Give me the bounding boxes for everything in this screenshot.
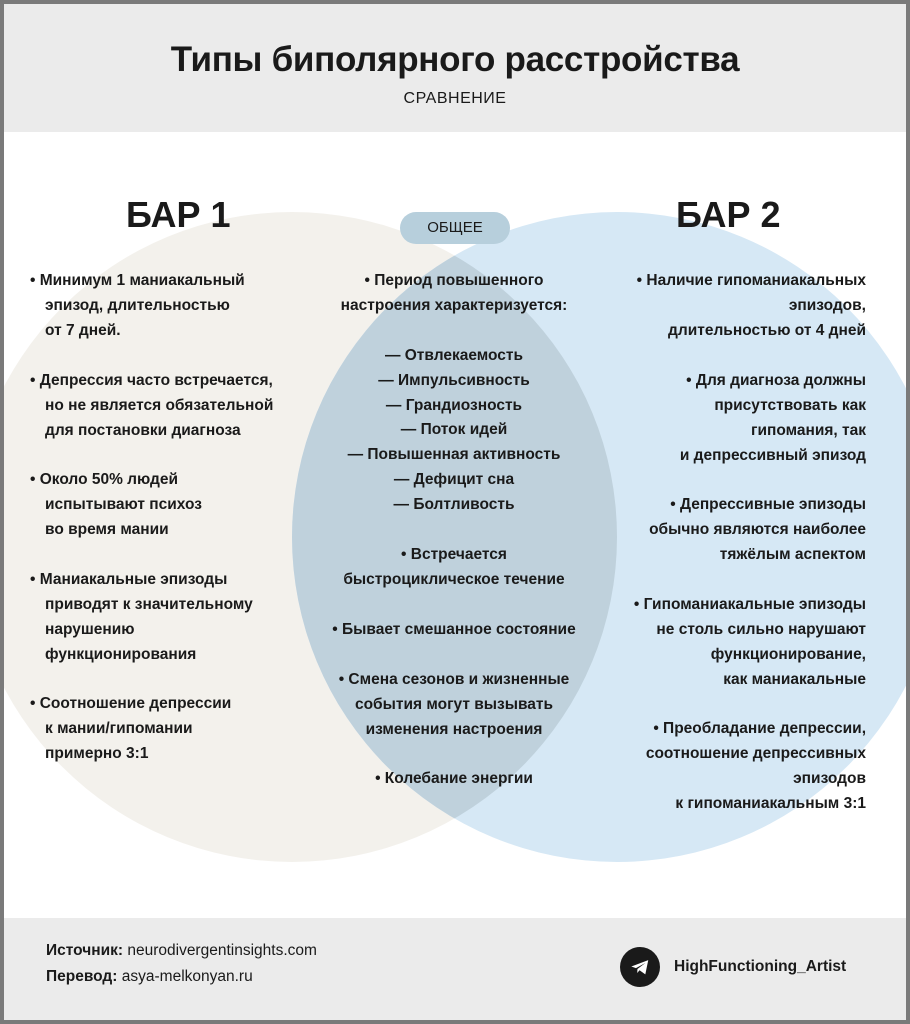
source-line [46, 942, 317, 960]
translation-line [46, 968, 253, 986]
common-traits [304, 344, 604, 518]
bar2-item-3: • Депрессивные эпизоды обычно являются наиболее тяжёлым аспектом [649, 496, 866, 563]
bar1-title: БАР 1 [126, 194, 231, 235]
trait-item: — Болтливость [393, 495, 515, 513]
bar2-title: БАР 2 [676, 194, 781, 235]
source-label: Источник: [46, 942, 124, 959]
trait-item: — Отвлекаемость [384, 347, 524, 364]
bar1-item-1: • Минимум 1 маниакальный эпизод, длительностью от 7 дней. [30, 272, 245, 339]
trait-item: — Дефицит сна [393, 470, 515, 488]
trait-item: — Поток идей [400, 421, 508, 439]
common-item-3: • Смена сезонов и жизненные события могут вызывать изменения настроения [338, 671, 570, 738]
bar2-item-2: • Для диагноза должны присутствовать как гипомания, так и депрессивный эпизод [679, 372, 866, 464]
common-label: ОБЩЕЕ [400, 212, 510, 244]
bar1-item-4: • Маниакальные эпизоды приводят к значительному нарушению функционирования [30, 571, 253, 663]
telegram-icon [620, 947, 660, 987]
bar1-item-2: • Депрессия часто встречается, но не является обязательной для постановки диагноза [30, 372, 274, 439]
bar1-item-5: • Соотношение депрессии к мании/гипомании примерно 3:1 [30, 695, 232, 762]
bar1-item-3: • Около 50% людей испытывают психоз во время мании [30, 471, 202, 538]
trait-item: — Повышенная активность [347, 446, 561, 464]
trait-item: — Грандиозность [385, 396, 523, 414]
common-intro: • Период повышенного настроения характеризуется: [340, 272, 568, 314]
source-link[interactable]: neurodivergentinsights.com [127, 942, 317, 959]
common-item-1: • Встречается быстроциклическое течение [343, 546, 565, 588]
brand-name: HighFunctioning_Artist [674, 958, 847, 975]
translation-label: Перевод: [46, 968, 118, 985]
bar2-item-1: • Наличие гипоманиакальных эпизодов, длительностью от 4 дней [636, 272, 866, 339]
page-subtitle: СРАВНЕНИЕ [403, 90, 507, 107]
translation-link[interactable]: asya-melkonyan.ru [121, 968, 253, 985]
bar2-item-4: • Гипоманиакальные эпизоды не столь сильно нарушают функционирование, как маниакальные [633, 596, 866, 688]
page-title: Типы биполярного расстройства [170, 40, 740, 79]
common-item-4: • Колебание энергии [375, 770, 533, 787]
brand[interactable] [620, 947, 846, 987]
infographic [4, 4, 906, 1020]
common-item-2: • Бывает смешанное состояние [332, 621, 576, 638]
bar2-item-5: • Преобладание депрессии, соотношение депрессивных эпизодов к гипоманиакальным 3:1 [645, 720, 866, 812]
trait-item: — Импульсивность [378, 371, 530, 389]
